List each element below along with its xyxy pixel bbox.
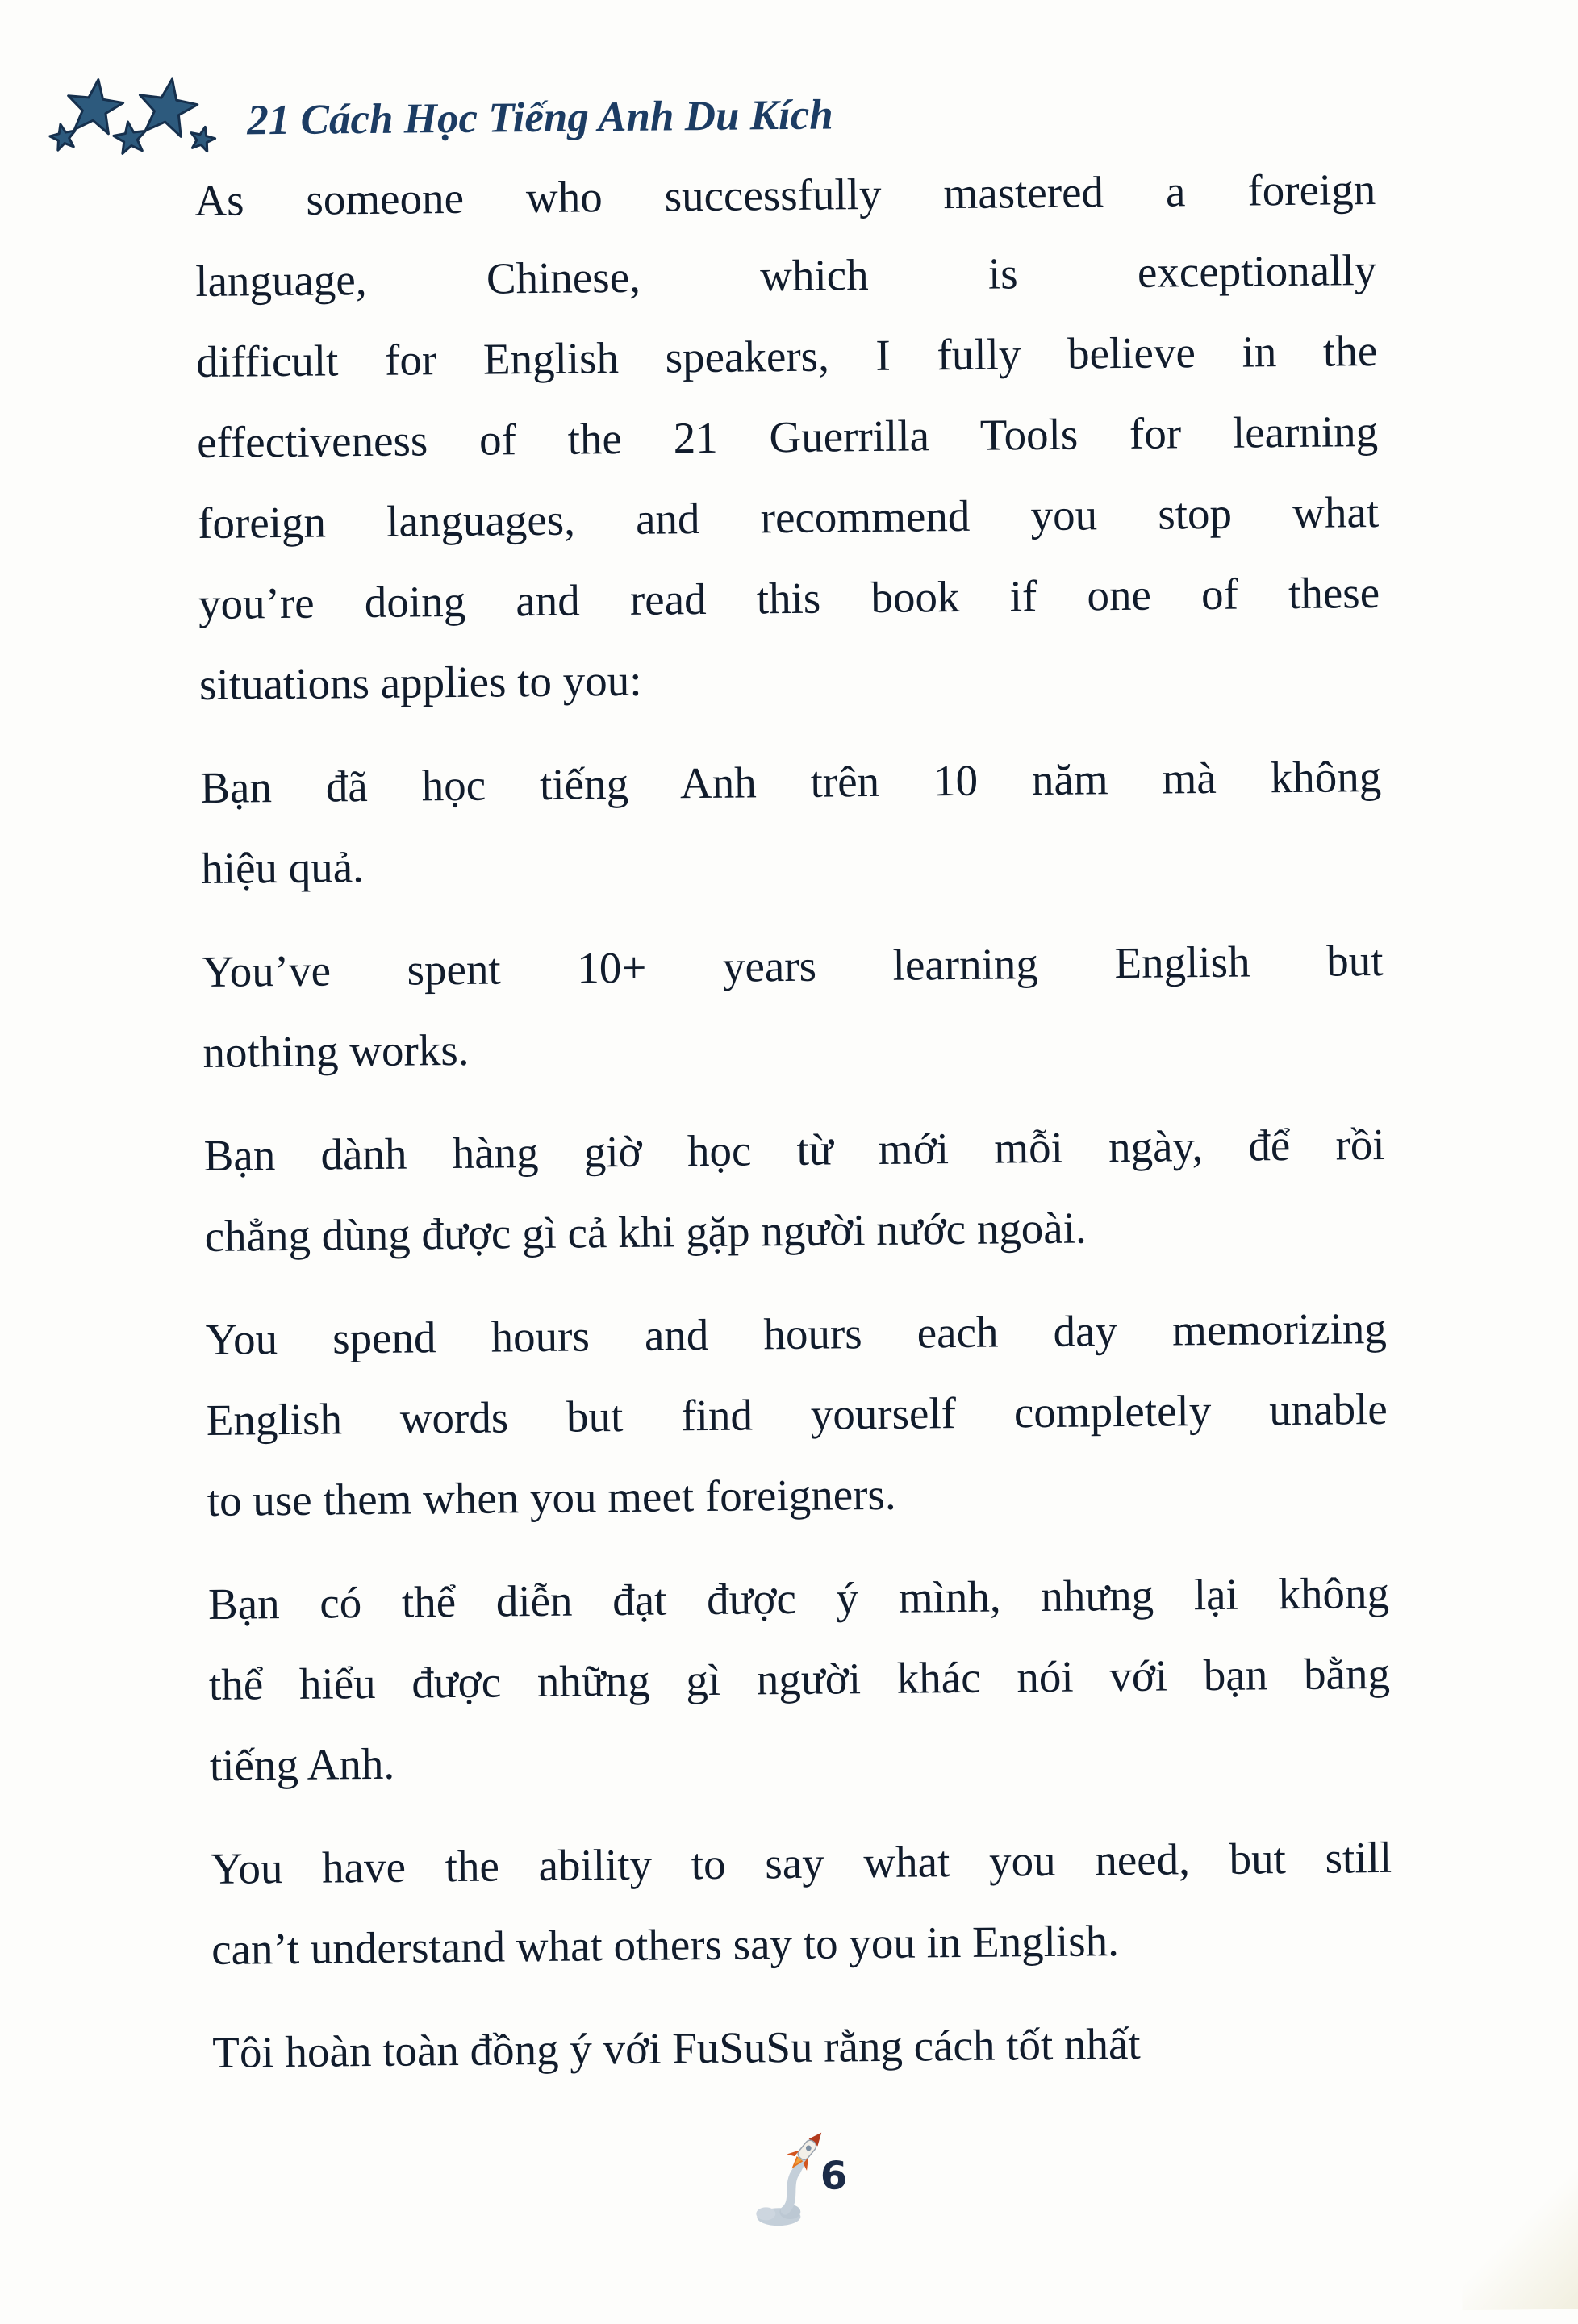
text-line: hiệu quả.: [200, 842, 365, 893]
five-stars-icon: [48, 69, 227, 165]
text-line: tiếng Anh.: [209, 1738, 395, 1790]
text-line: difficult for English speakers, I fully believe in the: [195, 325, 1378, 387]
text-line: chẳng dùng được gì cả khi gặp người nước ngoài.: [204, 1203, 1087, 1261]
paragraph: [212, 2001, 1394, 2093]
text-line: Tôi hoàn toàn đồng ý với FuSuSu rằng cách tốt nhất: [212, 2018, 1141, 2077]
text-line: language, Chinese, which is exceptionally: [194, 244, 1377, 307]
paragraph: [211, 1817, 1393, 1990]
paragraph: [205, 1288, 1388, 1542]
text-line: You’ve spent 10+ years learning English but: [202, 935, 1384, 996]
scan-corner-artifact: [1461, 2156, 1578, 2311]
text-line: Bạn đã học tiếng Anh trên 10 năm mà không: [200, 751, 1382, 812]
text-line: You have the ability to say what you need, but still: [210, 1832, 1392, 1893]
text-line: As someone who successfully mastered a foreign: [194, 164, 1376, 226]
paragraph: [202, 920, 1384, 1093]
text-line: you’re doing and read this book if one of these: [198, 567, 1380, 629]
text-line: effectiveness of the 21 Guerrilla Tools for learning: [196, 406, 1379, 468]
page-footer: [754, 2122, 867, 2236]
text-line: thể hiểu được những gì người khác nói với bạn bằng: [208, 1648, 1391, 1709]
text-line: Bạn có thể diễn đạt được ý mình, nhưng lại không: [207, 1567, 1390, 1629]
text-line: You spend hours and hours each day memorizing: [205, 1303, 1388, 1364]
text-line: nothing works.: [202, 1024, 470, 1077]
paragraph: [203, 1104, 1386, 1277]
text-line: to use them when you meet foreigners.: [207, 1469, 896, 1525]
page-header: [48, 62, 833, 165]
text-line: English words but find yourself completely unable: [206, 1383, 1388, 1445]
text-line: foreign languages, and recommend you stop what: [197, 486, 1380, 549]
paragraph: [194, 149, 1381, 725]
paragraph: [200, 736, 1383, 909]
page-number: 6: [820, 2153, 848, 2199]
text-line: situations applies to you:: [198, 655, 642, 710]
text-line: Bạn dành hàng giờ học từ mới mỗi ngày, để rồi: [203, 1119, 1385, 1180]
text-line: can’t understand what others say to you in English.: [211, 1916, 1120, 1974]
page-text: [194, 149, 1394, 2116]
paragraph: [208, 1553, 1392, 1806]
page-title: 21 Cách Học Tiếng Anh Du Kích: [247, 91, 834, 144]
